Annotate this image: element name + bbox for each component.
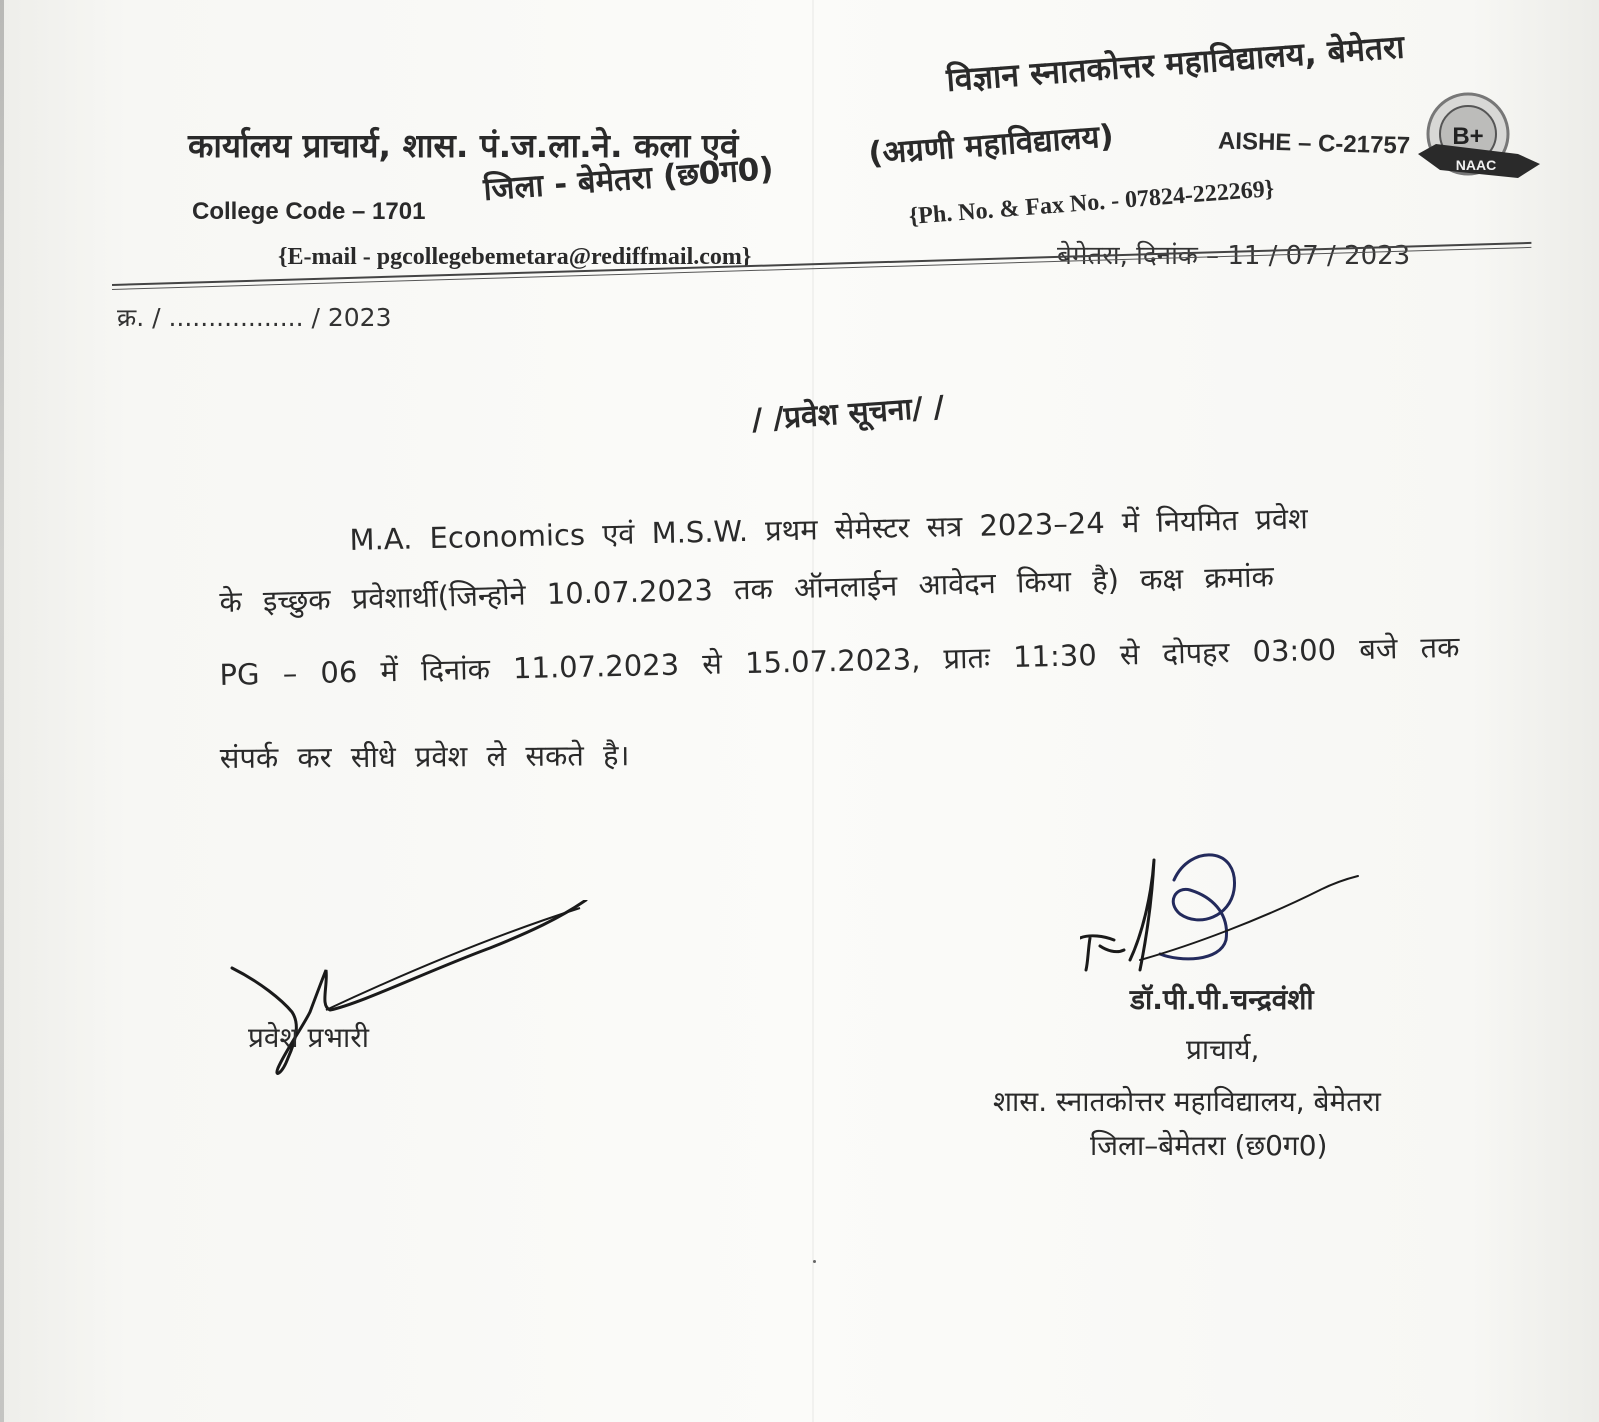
- principal-title: प्राचार्य,: [1186, 1033, 1260, 1066]
- principal-signature: [1080, 850, 1360, 1000]
- principal-name: डॉ.पी.पी.चन्द्रवंशी: [1130, 983, 1314, 1016]
- notice-body-line-4: संपर्क कर सीधे प्रवेश ले सकते है।: [219, 738, 630, 776]
- lead-college-label: (अग्रणी महाविद्यालय): [867, 118, 1115, 173]
- principal-district: जिला–बेमेतरा (छ0ग0): [1090, 1129, 1328, 1162]
- principal-college: शास. स्नातकोत्तर महाविद्यालय, बेमेतरा: [993, 1085, 1381, 1118]
- college-code: College Code – 1701: [192, 198, 426, 225]
- page-edge-shadow: [0, 0, 4, 1422]
- place-date: बेमेतरा, दिनांक – 11 / 07 / 2023: [1057, 241, 1411, 271]
- seal-label: NAAC: [1455, 157, 1497, 173]
- phone-fax: {Ph. No. & Fax No. - 07824-222269}: [907, 175, 1276, 231]
- email-line: {E-mail - pgcollegebemetara@rediffmail.com}: [278, 244, 752, 270]
- admission-incharge-label: प्रवेश प्रभारी: [248, 1021, 370, 1054]
- paper-speck: [813, 1260, 816, 1263]
- admission-incharge-signature: [230, 900, 610, 1100]
- naac-seal: [1418, 82, 1548, 192]
- notice-title: / /प्रवेश सूचना/ /: [750, 389, 946, 439]
- letterhead-title: [188, 27, 1468, 178]
- seal-grade: B+: [1452, 123, 1484, 150]
- notice-body-line-2: के इच्छुक प्रवेशार्थी(जिन्होने 10.07.2023 तक ऑनलाईन आवेदन किया है) कक्ष क्रमांक: [219, 559, 1275, 620]
- district-line: जिला - बेमेतरा (छ0ग0): [482, 150, 775, 209]
- notice-body-line-1: M.A. Economics एवं M.S.W. प्रथम सेमेस्टर सत्र 2023–24 में नियमित प्रवेश: [349, 501, 1309, 558]
- paper-fold: [812, 0, 814, 1422]
- reference-number: क्र. / ................. / 2023: [117, 303, 392, 332]
- aishe-code: AISHE – C-21757: [1217, 127, 1411, 160]
- letterhead-title-part1: कार्यालय प्राचार्य, शास. पं.ज.ला.ने. कला एवं: [188, 126, 739, 165]
- letterhead-title-part2: विज्ञान स्नातकोत्तर महाविद्यालय, बेमेतरा: [945, 27, 1406, 100]
- notice-body-line-3: PG – 06 में दिनांक 11.07.2023 से 15.07.2023, प्रातः 11:30 से दोपहर 03:00 बजे तक: [219, 629, 1460, 693]
